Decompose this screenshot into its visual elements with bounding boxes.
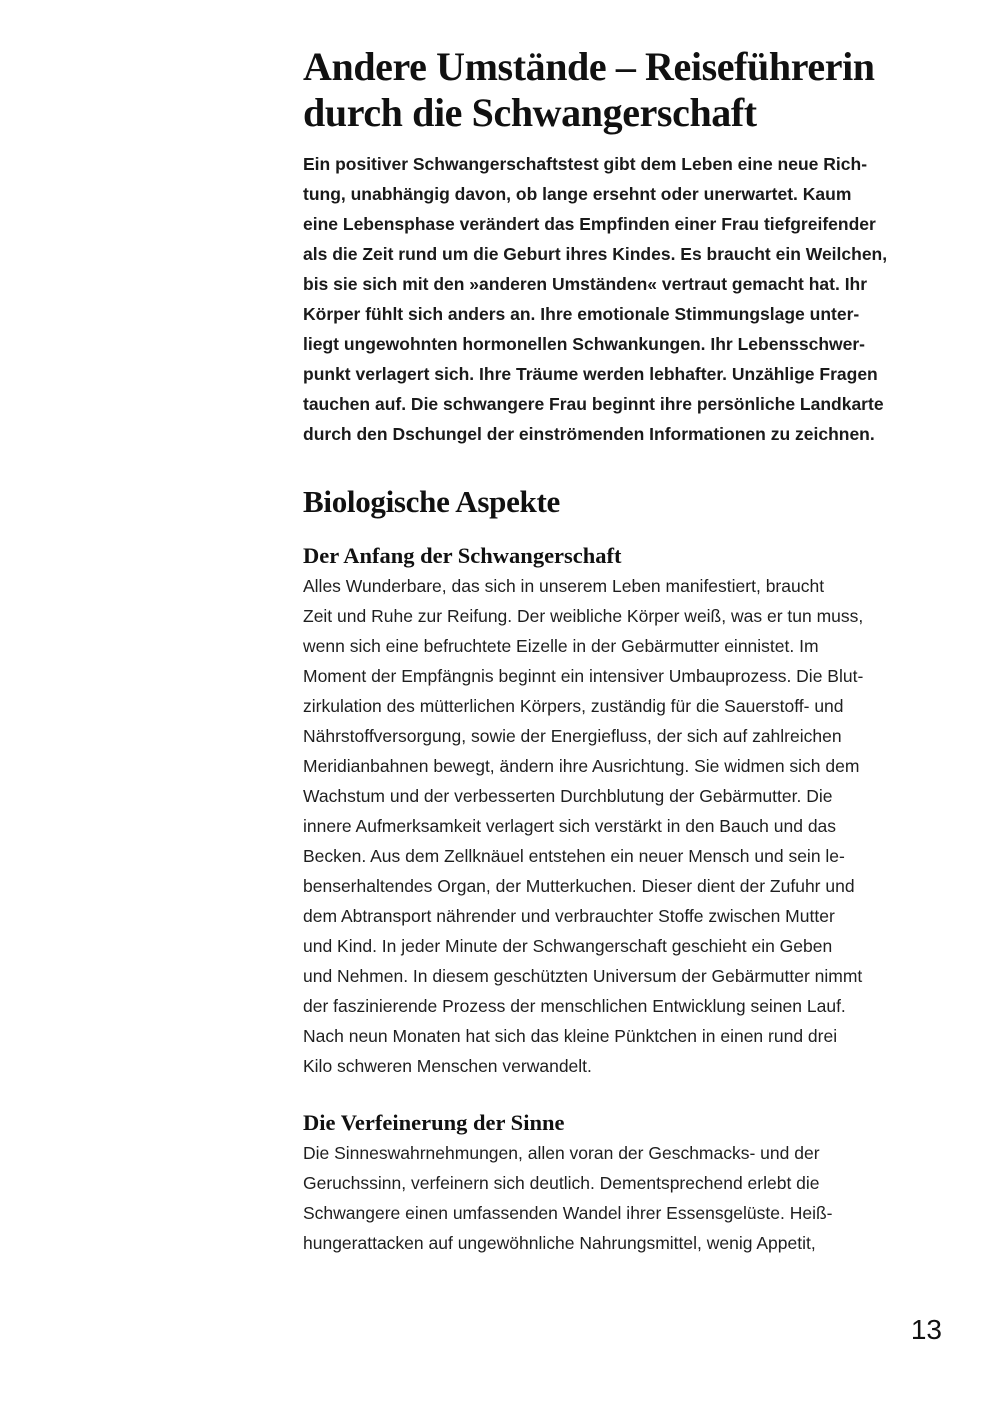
- body-line: hungerattacken auf ungewöhnliche Nahrungsmittel, wenig Appetit,: [303, 1233, 816, 1253]
- body-line: der faszinierende Prozess der menschlichen Entwicklung seinen Lauf.: [303, 996, 846, 1016]
- body-line: Kilo schweren Menschen verwandelt.: [303, 1056, 592, 1076]
- intro-line: durch den Dschungel der einströmenden Informationen zu zeichnen.: [303, 424, 875, 444]
- intro-line: liegt ungewohnten hormonellen Schwankungen. Ihr Lebensschwer-: [303, 334, 866, 354]
- intro-line: Körper fühlt sich anders an. Ihre emotionale Stimmungslage unter-: [303, 304, 860, 324]
- intro-line: als die Zeit rund um die Geburt ihres Kindes. Es braucht ein Weilchen,: [303, 244, 888, 264]
- page-content: [303, 44, 943, 1258]
- title-line: Andere Umstände – Reiseführerin: [303, 44, 875, 89]
- page-title: [303, 44, 943, 136]
- body-line: Geruchssinn, verfeinern sich deutlich. Dementsprechend erlebt die: [303, 1173, 820, 1193]
- body-line: dem Abtransport nährender und verbrauchter Stoffe zwischen Mutter: [303, 906, 835, 926]
- body-line: innere Aufmerksamkeit verlagert sich verstärkt in den Bauch und das: [303, 816, 837, 836]
- body-line: Alles Wunderbare, das sich in unserem Leben manifestiert, braucht: [303, 576, 825, 596]
- intro-line: tauchen auf. Die schwangere Frau beginnt ihre persönliche Landkarte: [303, 394, 884, 414]
- subsection-heading: Die Verfeinerung der Sinne: [303, 1110, 565, 1135]
- body-line: und Nehmen. In diesem geschützten Universum der Gebärmutter nimmt: [303, 966, 863, 986]
- body-line: Die Sinneswahrnehmungen, allen voran der Geschmacks- und der: [303, 1143, 820, 1163]
- intro-line: bis sie sich mit den »anderen Umständen« vertraut gemacht hat. Ihr: [303, 274, 868, 294]
- body-line: Becken. Aus dem Zellknäuel entstehen ein neuer Mensch und sein le-: [303, 846, 845, 866]
- intro-line: tung, unabhängig davon, ob lange ersehnt oder unerwartet. Kaum: [303, 184, 852, 204]
- body-line: wenn sich eine befruchtete Eizelle in der Gebärmutter einnistet. Im: [303, 636, 819, 656]
- page-number: 13: [910, 1314, 942, 1345]
- body-line: benserhaltendes Organ, der Mutterkuchen. Dieser dient der Zufuhr und: [303, 876, 855, 896]
- body-line: Meridianbahnen bewegt, ändern ihre Ausrichtung. Sie widmen sich dem: [303, 756, 860, 776]
- intro-line: punkt verlagert sich. Ihre Träume werden lebhafter. Unzählige Fragen: [303, 364, 878, 384]
- intro-line: eine Lebensphase verändert das Empfinden einer Frau tiefgreifender: [303, 214, 876, 234]
- body-line: Schwangere einen umfassenden Wandel ihrer Essensgelüste. Heiß-: [303, 1203, 833, 1223]
- title-line: durch die Schwangerschaft: [303, 90, 757, 135]
- body-paragraph: [303, 571, 943, 1081]
- body-line: Nach neun Monaten hat sich das kleine Pünktchen in einen rund drei: [303, 1026, 838, 1046]
- intro-paragraph: [303, 149, 943, 449]
- intro-line: Ein positiver Schwangerschaftstest gibt dem Leben eine neue Rich-: [303, 154, 868, 174]
- section-heading: Biologische Aspekte: [303, 484, 560, 519]
- body-line: Moment der Empfängnis beginnt ein intensiver Umbauprozess. Die Blut-: [303, 666, 864, 686]
- subsection-heading: Der Anfang der Schwangerschaft: [303, 543, 622, 568]
- body-line: Zeit und Ruhe zur Reifung. Der weibliche Körper weiß, was er tun muss,: [303, 606, 864, 626]
- body-line: zirkulation des mütterlichen Körpers, zuständig für die Sauerstoff- und: [303, 696, 844, 716]
- body-paragraph: [303, 1138, 943, 1258]
- body-line: und Kind. In jeder Minute der Schwangerschaft geschieht ein Geben: [303, 936, 833, 956]
- body-line: Nährstoffversorgung, sowie der Energiefluss, der sich auf zahlreichen: [303, 726, 842, 746]
- body-line: Wachstum und der verbesserten Durchblutung der Gebärmutter. Die: [303, 786, 833, 806]
